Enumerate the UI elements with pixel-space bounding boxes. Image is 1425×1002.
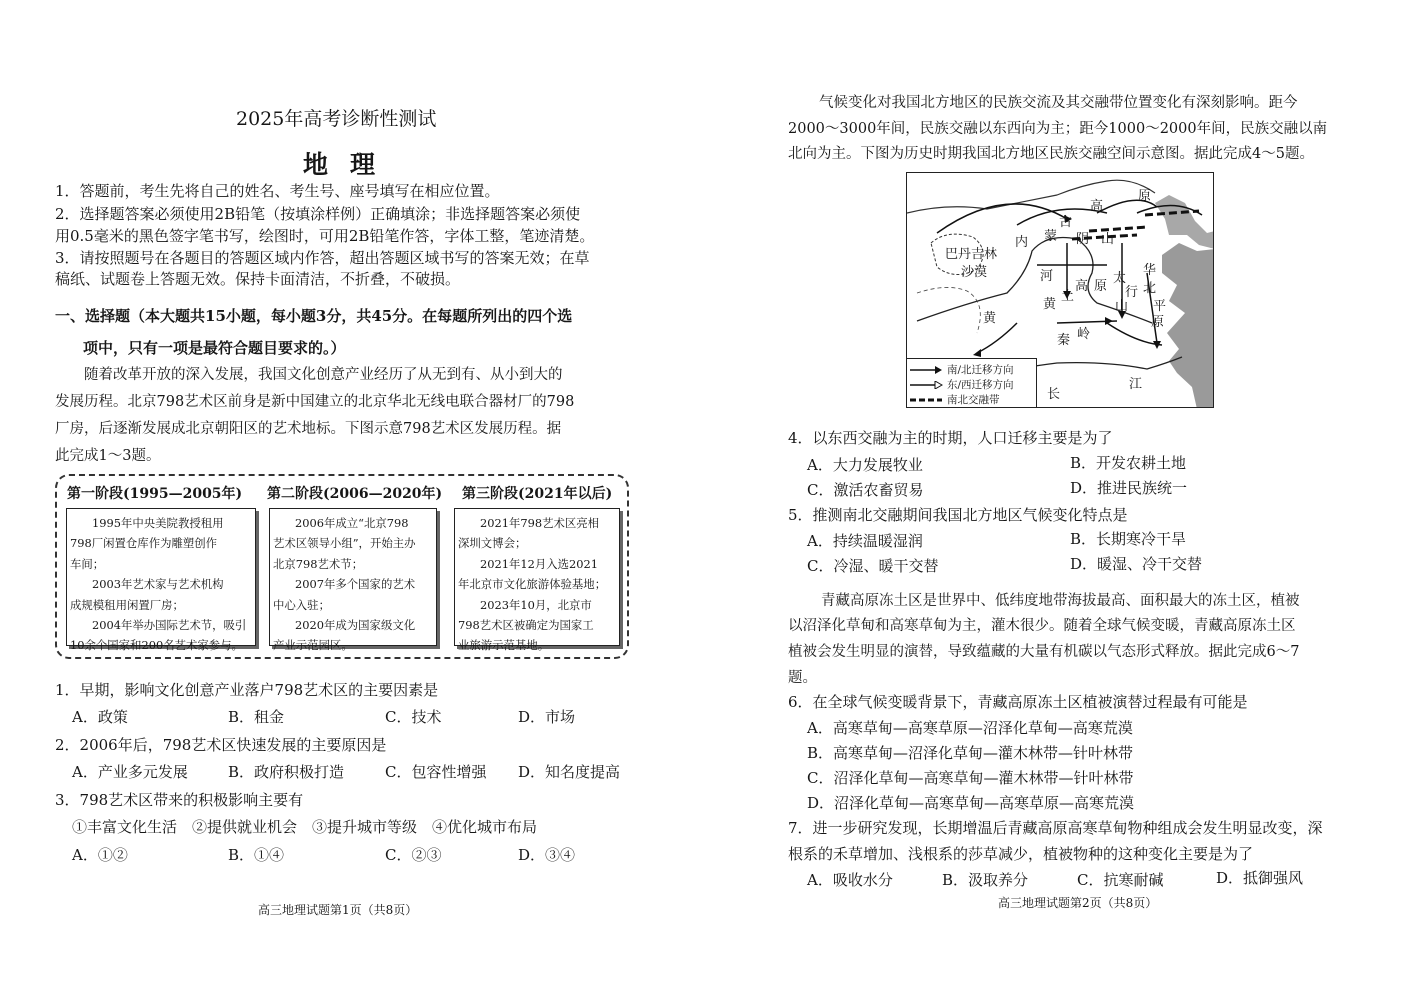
passage-line: 厂房，后逐渐发展成北京朝阳区的艺术地标。下图示意798艺术区发展历程。据 — [55, 421, 562, 437]
map-label: 太 — [1113, 271, 1127, 286]
notice-line: 2．选择题答案必须使用2B铅笔（按填涂样例）正确填涂；非选择题答案必须使 — [55, 205, 581, 223]
map-label: 山 — [1101, 232, 1115, 247]
stage-line: 2021年798艺术区亮相 — [480, 516, 600, 530]
map-label: 黄 — [983, 311, 997, 326]
option-a[interactable]: A．①② — [72, 846, 128, 864]
sea-area — [1162, 243, 1214, 408]
option-a[interactable]: A．产业多元发展 — [72, 763, 188, 781]
option-b[interactable]: B．开发农耕土地 — [1070, 454, 1187, 472]
map-label: 行 — [1125, 285, 1139, 300]
option-d[interactable]: D．推进民族统一 — [1070, 479, 1188, 497]
option-d[interactable]: D．抵御强风 — [1216, 869, 1304, 887]
map-label: 原 — [1138, 189, 1152, 204]
passage-line: 北向为主。下图为历史时期我国北方地区民族交融空间示意图。据此完成4～5题。 — [788, 146, 1314, 162]
exam-title: 2025年高考诊断性测试 — [236, 108, 437, 130]
notice-line: 1．答题前，考生先将自己的姓名、考生号、座号填写在相应位置。 — [55, 182, 500, 200]
legend-label: 南北交融带 — [947, 394, 1000, 406]
map-label: 河 — [1040, 269, 1054, 284]
stage-line: 2020年成为国家级文化 — [295, 618, 416, 633]
ethnic-fusion-map — [906, 172, 1214, 408]
subject-title: 地理 — [303, 150, 398, 179]
map-label: 长 — [1047, 387, 1061, 402]
section-title: 一、选择题（本大题共15小题，每小题3分，共45分。在每题所列出的四个选 — [55, 307, 573, 325]
stage-line: 深圳文博会； — [458, 536, 527, 551]
stage-line: 业旅游示范基地。 — [458, 638, 550, 653]
legend-label: 东/西迁移方向 — [947, 379, 1014, 391]
map-label: 原 — [1151, 315, 1165, 330]
stage-2-heading: 第二阶段(2006—2020年) — [267, 486, 443, 502]
option-a[interactable]: A．高寒草甸—高寒草原—沼泽化草甸—高寒荒漠 — [807, 719, 1133, 737]
stage-line: 年北京市文化旅游体验基地； — [458, 577, 607, 592]
border-line — [907, 180, 1155, 213]
passage-line: 气候变化对我国北方地区的民族交流及其交融带位置变化有深刻影响。距今 — [819, 95, 1298, 111]
passage-line: 青藏高原冻土区是世界中、低纬度地带海拔最高、面积最大的冻土区，植被 — [821, 593, 1300, 609]
page-footer-2: 高三地理试题第2页（共8页） — [998, 896, 1158, 910]
option-d[interactable]: D．沼泽化草甸—高寒草甸—高寒草原—高寒荒漠 — [807, 794, 1135, 812]
notice-line: 3．请按照题号在各题目的答题区域内作答，超出答题区域书写的答案无效；在草 — [55, 249, 590, 267]
passage-line: 此完成1～3题。 — [55, 448, 161, 464]
option-d[interactable]: D．暖湿、冷干交替 — [1070, 555, 1203, 573]
question-stem-cont: 根系的禾草增加、浅根系的莎草减少，植被物种的这种变化主要是为了 — [788, 845, 1254, 863]
option-b[interactable]: B．①④ — [228, 846, 285, 864]
notice-line: 稿纸、试题卷上答题无效。保持卡面清洁，不折叠，不破损。 — [55, 270, 461, 288]
stage-line: 2021年12月入选2021 — [480, 556, 599, 571]
map-label: 古 — [1059, 215, 1073, 230]
stage-line: 798艺术区被确定为国家工 — [458, 618, 594, 633]
map-label: 高 — [1090, 199, 1104, 214]
option-c[interactable]: C．技术 — [385, 708, 442, 726]
map-label: 平 — [1153, 299, 1167, 314]
option-c[interactable]: C．沼泽化草甸—高寒草甸—灌木林带—针叶林带 — [807, 769, 1134, 787]
option-d[interactable]: D．③④ — [518, 846, 576, 864]
legend-arrow-outline-icon — [909, 381, 943, 389]
stage-line: 车间； — [70, 556, 105, 571]
option-c[interactable]: C．抗寒耐碱 — [1077, 871, 1164, 889]
question-stem: 2．2006年后，798艺术区快速发展的主要原因是 — [55, 736, 387, 754]
map-label: 巴丹吉林 — [945, 247, 998, 262]
option-a[interactable]: A．政策 — [72, 708, 128, 726]
stage-line: 艺术区领导小组”，开始主办 — [273, 536, 416, 551]
option-a[interactable]: A．大力发展牧业 — [807, 456, 923, 474]
passage-line: 植被会发生明显的演替，导致蕴藏的大量有机碳以气态形式释放。据此完成6～7 — [788, 644, 1300, 660]
map-label: 山 — [1115, 299, 1129, 314]
map-label: 岭 — [1077, 327, 1091, 342]
map-label: 土 — [1061, 289, 1075, 304]
stage-line: 成规模租用闲置厂房； — [70, 597, 184, 612]
question-stem: 7．进一步研究发现，长期增温后青藏高原高寒草甸物种组成会发生明显改变，深 — [788, 819, 1323, 837]
passage-line: 发展历程。北京798艺术区前身是新中国建立的北京华北无线电联合器材厂的798 — [55, 394, 575, 410]
option-b[interactable]: B．高寒草甸—沼泽化草甸—灌木林带—针叶林带 — [807, 744, 1134, 762]
stage-1-heading: 第一阶段(1995—2005年) — [67, 486, 243, 502]
map-label: 黄 — [1043, 297, 1057, 312]
question-stem: 4．以东西交融为主的时期，人口迁移主要是为了 — [788, 429, 1113, 447]
map-label: 沙漠 — [961, 265, 988, 280]
map-label: 秦 — [1057, 333, 1071, 348]
question-stem: 1．早期，影响文化创意产业落户798艺术区的主要因素是 — [55, 681, 439, 699]
legend-label: 南/北迁移方向 — [947, 364, 1014, 376]
question-stem: 3．798艺术区带来的积极影响主要有 — [55, 791, 304, 809]
legend-arrow-icon — [909, 366, 943, 374]
stage-line: 2004年举办国际艺术节，吸引 — [92, 618, 247, 633]
option-a[interactable]: A．持续温暖湿润 — [807, 532, 923, 550]
option-c[interactable]: C．冷湿、暖干交替 — [807, 557, 939, 575]
timeline-figure — [55, 474, 629, 659]
stage-line: 北京798艺术节； — [273, 556, 364, 571]
stage-3-box — [454, 508, 620, 653]
option-b[interactable]: B．租金 — [228, 708, 285, 726]
map-label: 蒙 — [1044, 229, 1058, 244]
stage-1-box — [66, 508, 256, 653]
option-c[interactable]: C．激活农畜贸易 — [807, 481, 924, 499]
option-d[interactable]: D．知名度提高 — [518, 763, 621, 781]
page-footer-1: 高三地理试题第1页（共8页） — [258, 903, 418, 917]
stage-line: 2007年多个国家的艺术 — [295, 577, 416, 592]
stage-line: 1995年中央美院教授租用 — [92, 516, 224, 530]
map-label: 内 — [1015, 235, 1029, 250]
option-b[interactable]: B．长期寒冷干旱 — [1070, 530, 1187, 548]
option-c[interactable]: C．包容性增强 — [385, 763, 487, 781]
option-a[interactable]: A．吸收水分 — [807, 871, 893, 889]
sea-area — [1155, 195, 1214, 249]
statement-list: ①丰富文化生活 ②提供就业机会 ③提升城市等级 ④优化城市布局 — [72, 818, 538, 836]
option-b[interactable]: B．政府积极打造 — [228, 763, 345, 781]
stage-line: 中心入驻； — [273, 597, 330, 612]
stage-line: 2003年艺术家与艺术机构 — [92, 577, 224, 592]
stage-3-heading: 第三阶段(2021年以后) — [462, 486, 613, 502]
map-label: 江 — [1129, 377, 1143, 392]
legend-dashed-line-icon — [909, 396, 943, 404]
question-stem: 6．在全球气候变暖背景下，青藏高原冻土区植被演替过程最有可能是 — [788, 693, 1248, 711]
map-legend — [907, 358, 1037, 407]
notice-line: 用0.5毫米的黑色签字笔书写，绘图时，可用2B铅笔作答，字体工整，笔迹清楚。 — [55, 227, 595, 245]
option-d[interactable]: D．市场 — [518, 708, 576, 726]
map-label: 北 — [1143, 281, 1157, 296]
stage-line: 产业示范园区。 — [273, 638, 353, 653]
map-label: 华 — [1143, 263, 1157, 278]
map-label: 原 — [1094, 279, 1108, 294]
question-stem: 5．推测南北交融期间我国北方地区气候变化特点是 — [788, 506, 1128, 524]
option-c[interactable]: C．②③ — [385, 846, 442, 864]
stage-line: 2006年成立“北京798 — [295, 516, 409, 530]
map-label: 高 — [1075, 279, 1089, 294]
section-title-cont: 项中，只有一项是最符合题目要求的。） — [83, 339, 346, 357]
passage-line: 题。 — [788, 670, 817, 686]
stage-line: 2023年10月，北京市 — [480, 597, 592, 612]
option-b[interactable]: B．汲取养分 — [942, 871, 1029, 889]
passage-line: 2000～3000年间，民族交融以东西向为主；距今1000～2000年间，民族交融以南 — [788, 121, 1328, 137]
stage-line: 798厂闲置仓库作为雕塑创作 — [70, 536, 218, 551]
stage-2-box — [269, 508, 437, 653]
passage-line: 以沼泽化草甸和高寒草甸为主，灌木很少。随着全球气候变暖，青藏高原冻土区 — [788, 618, 1296, 634]
passage-line: 随着改革开放的深入发展，我国文化创意产业经历了从无到有、从小到大的 — [84, 367, 563, 383]
stage-line: 10余个国家和200名艺术家参与。 — [70, 638, 243, 653]
map-label: 阴 — [1076, 232, 1090, 247]
